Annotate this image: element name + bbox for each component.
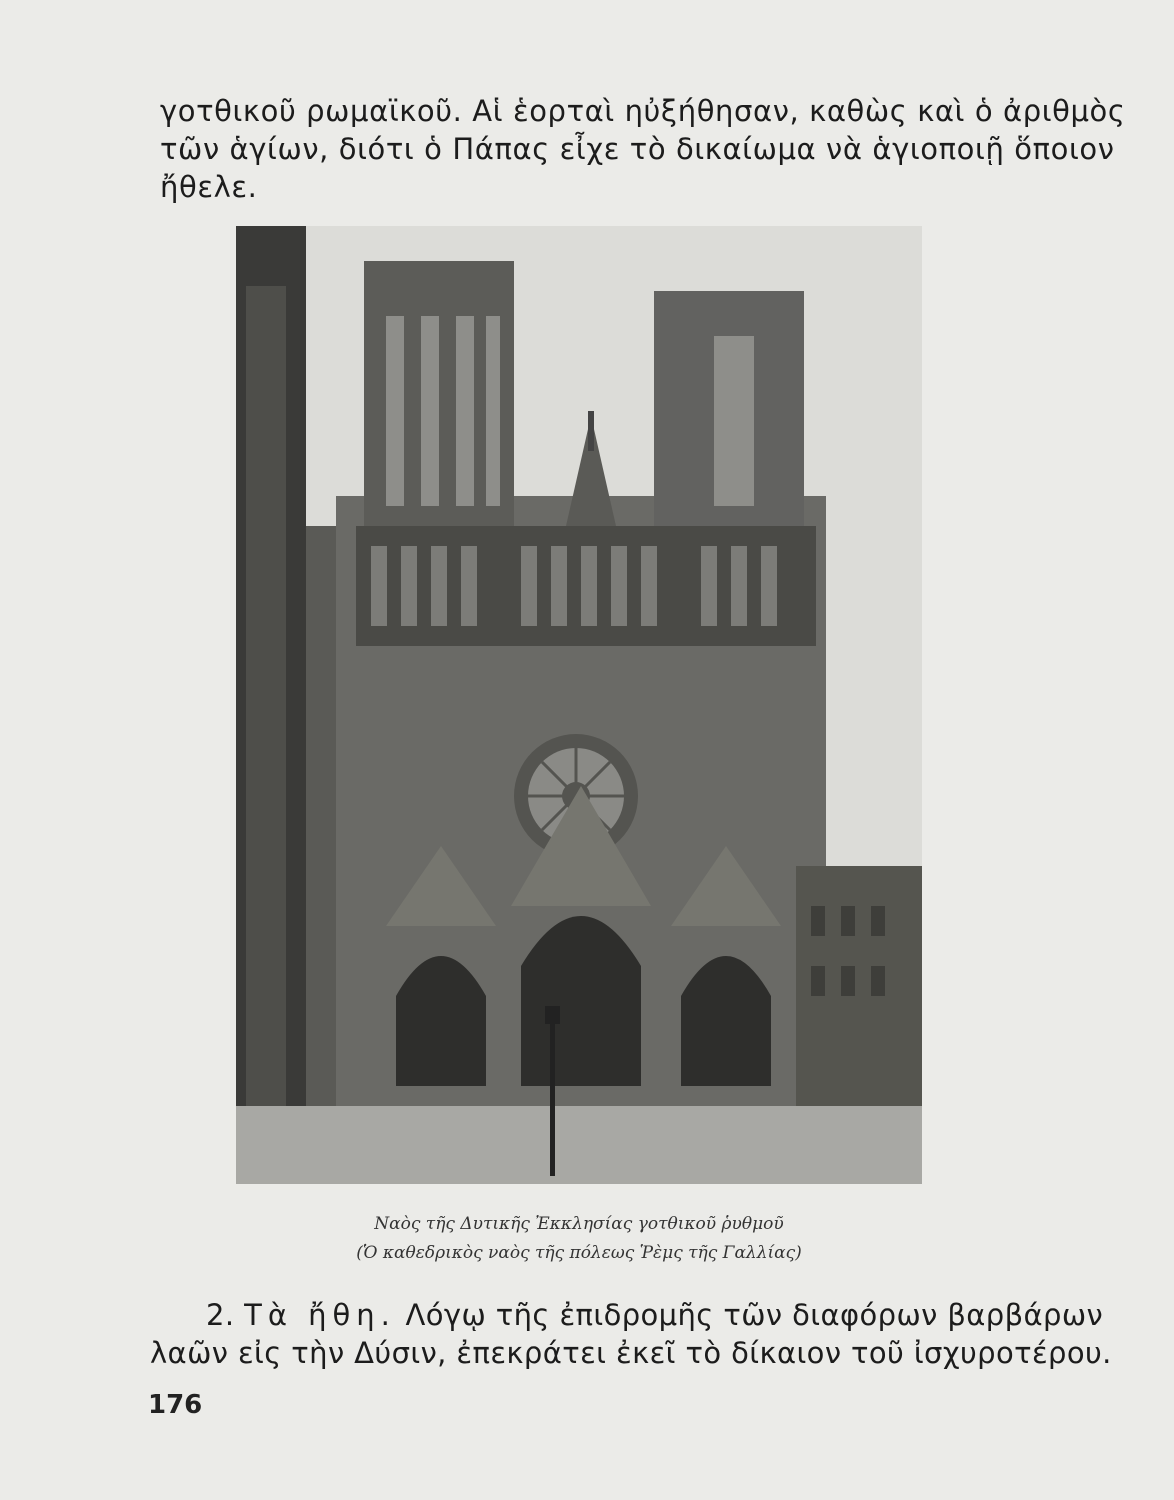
section-paragraph (150, 1296, 1112, 1372)
section-heading: Τὰ ἤθη. (244, 1298, 396, 1332)
section-second-line: λαῶν εἰς τὴν Δύσιν, ἐπεκράτει ἐκεῖ τὸ δίκαιον τοῦ ἰσχυροτέρου. (150, 1336, 1112, 1370)
paragraph-line: γοτθικοῦ ρωμαϊκοῦ. Αἱ ἑορταὶ ηὐξήθησαν, καθὼς καὶ ὁ ἀριθμὸς (160, 94, 1126, 128)
paragraph-line: ἤθελε. (160, 170, 258, 204)
paragraph-top (160, 92, 1126, 206)
page-number: 176 (148, 1390, 203, 1420)
figure-caption (236, 1210, 922, 1268)
section-number: 2. (206, 1298, 235, 1332)
section-first-line (150, 1296, 1104, 1334)
paragraph-line: τῶν ἁγίων, διότι ὁ Πάπας εἶχε τὸ δικαίωμα νὰ ἁγιοποιῇ ὅποιον (160, 132, 1115, 166)
cathedral-photo (236, 226, 922, 1184)
section-line-text: Λόγῳ τῆς ἐπιδρομῆς τῶν διαφόρων βαρβάρων (405, 1298, 1104, 1332)
caption-line: Ναὸς τῆς Δυτικῆς Ἐκκλησίας γοτθικοῦ ῥυθμοῦ (374, 1214, 784, 1234)
caption-line: (Ὁ καθεδρικὸς ναὸς τῆς πόλεως Ῥὲμς τῆς Γαλλίας) (356, 1243, 802, 1263)
